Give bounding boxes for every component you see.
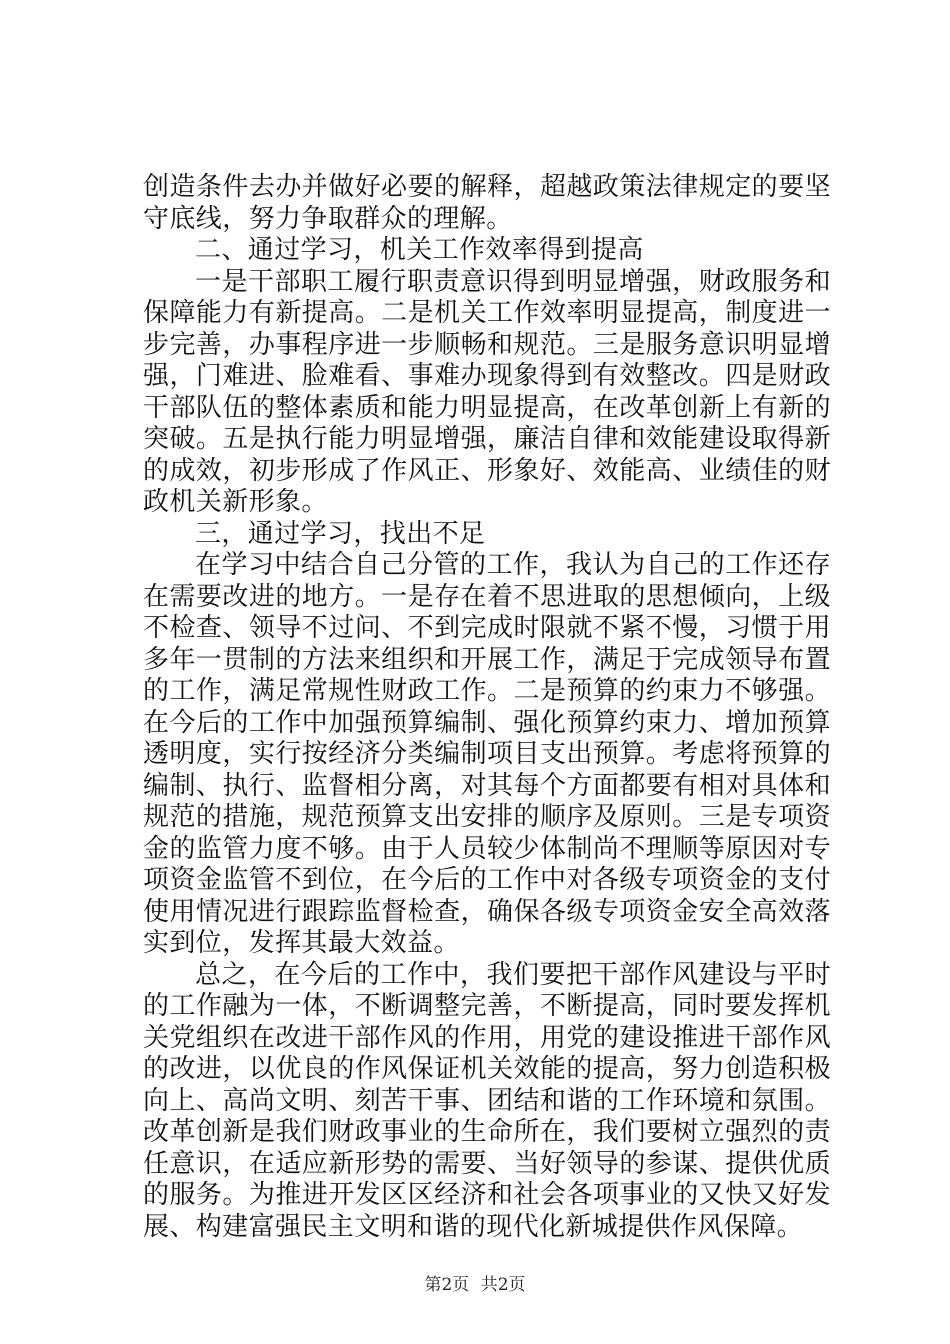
page-footer	[0, 1270, 950, 1295]
paragraph-conclusion: 总之，在今后的工作中，我们要把干部作风建设与平时的工作融为一体，不断调整完善，不断提高，同时要发挥机关党组织在改进干部作风的作用，用党的建设推进干部作风的改进，以优良的作风保证机关效能的提高，努力创造积极向上、高尚文明、刻苦干事、团结和谐的工作环境和氛围。改革创新是我们财政事业的生命所在，我们要树立强烈的责任意识，在适应新形势的需要、当好领导的参谋、提供优质的服务。为推进开发区区经济和社会各项事业的又快又好发展、构建富强民主文明和谐的现代化新城提供作风保障。	[143, 959, 831, 1242]
page-total: 共2页	[480, 1275, 526, 1295]
paragraph-shortcomings: 在学习中结合自己分管的工作，我认为自己的工作还存在需要改进的地方。一是存在着不思进取的思想倾向，上级不检查、领导不过问、不到完成时限就不紧不慢，习惯于用多年一贯制的方法来组织和开展工作，满足于完成领导布置的工作，满足常规性财政工作。二是预算的约束力不够强。在今后的工作中加强预算编制、强化预算约束力、增加预算透明度，实行按经济分类编制项目支出预算。考虑将预算的编制、执行、监督相分离，对其每个方面都要有相对具体和规范的措施，规范预算支出安排的顺序及原则。三是专项资金的监管力度不够。由于人员较少体制尚不理顺等原因对专项资金监管不到位，在今后的工作中对各级专项资金的支付使用情况进行跟踪监督检查，确保各级专项资金安全高效落实到位，发挥其最大效益。	[143, 550, 831, 958]
section-heading-shortcomings: 三，通过学习，找出不足	[195, 518, 486, 549]
page-number: 第2页	[424, 1275, 470, 1295]
paragraph-continuation: 创造条件去办并做好必要的解释，超越政策法律规定的要坚守底线，努力争取群众的理解。	[143, 172, 831, 234]
document-body	[143, 172, 831, 1243]
section-heading-efficiency: 二、通过学习，机关工作效率得到提高	[195, 235, 644, 265]
paragraph-efficiency: 一是干部职工履行职责意识得到明显增强，财政服务和保障能力有新提高。二是机关工作效率明显提高，制度进一步完善，办事程序进一步顺畅和规范。三是服务意识明显增强，门难进、脸难看、事难办现象得到有效整改。四是财政干部队伍的整体素质和能力明显提高，在改革创新上有新的突破。五是执行能力明显增强，廉洁自律和效能建设取得新的成效，初步形成了作风正、形象好、效能高、业绩佳的财政机关新形象。	[143, 266, 831, 517]
